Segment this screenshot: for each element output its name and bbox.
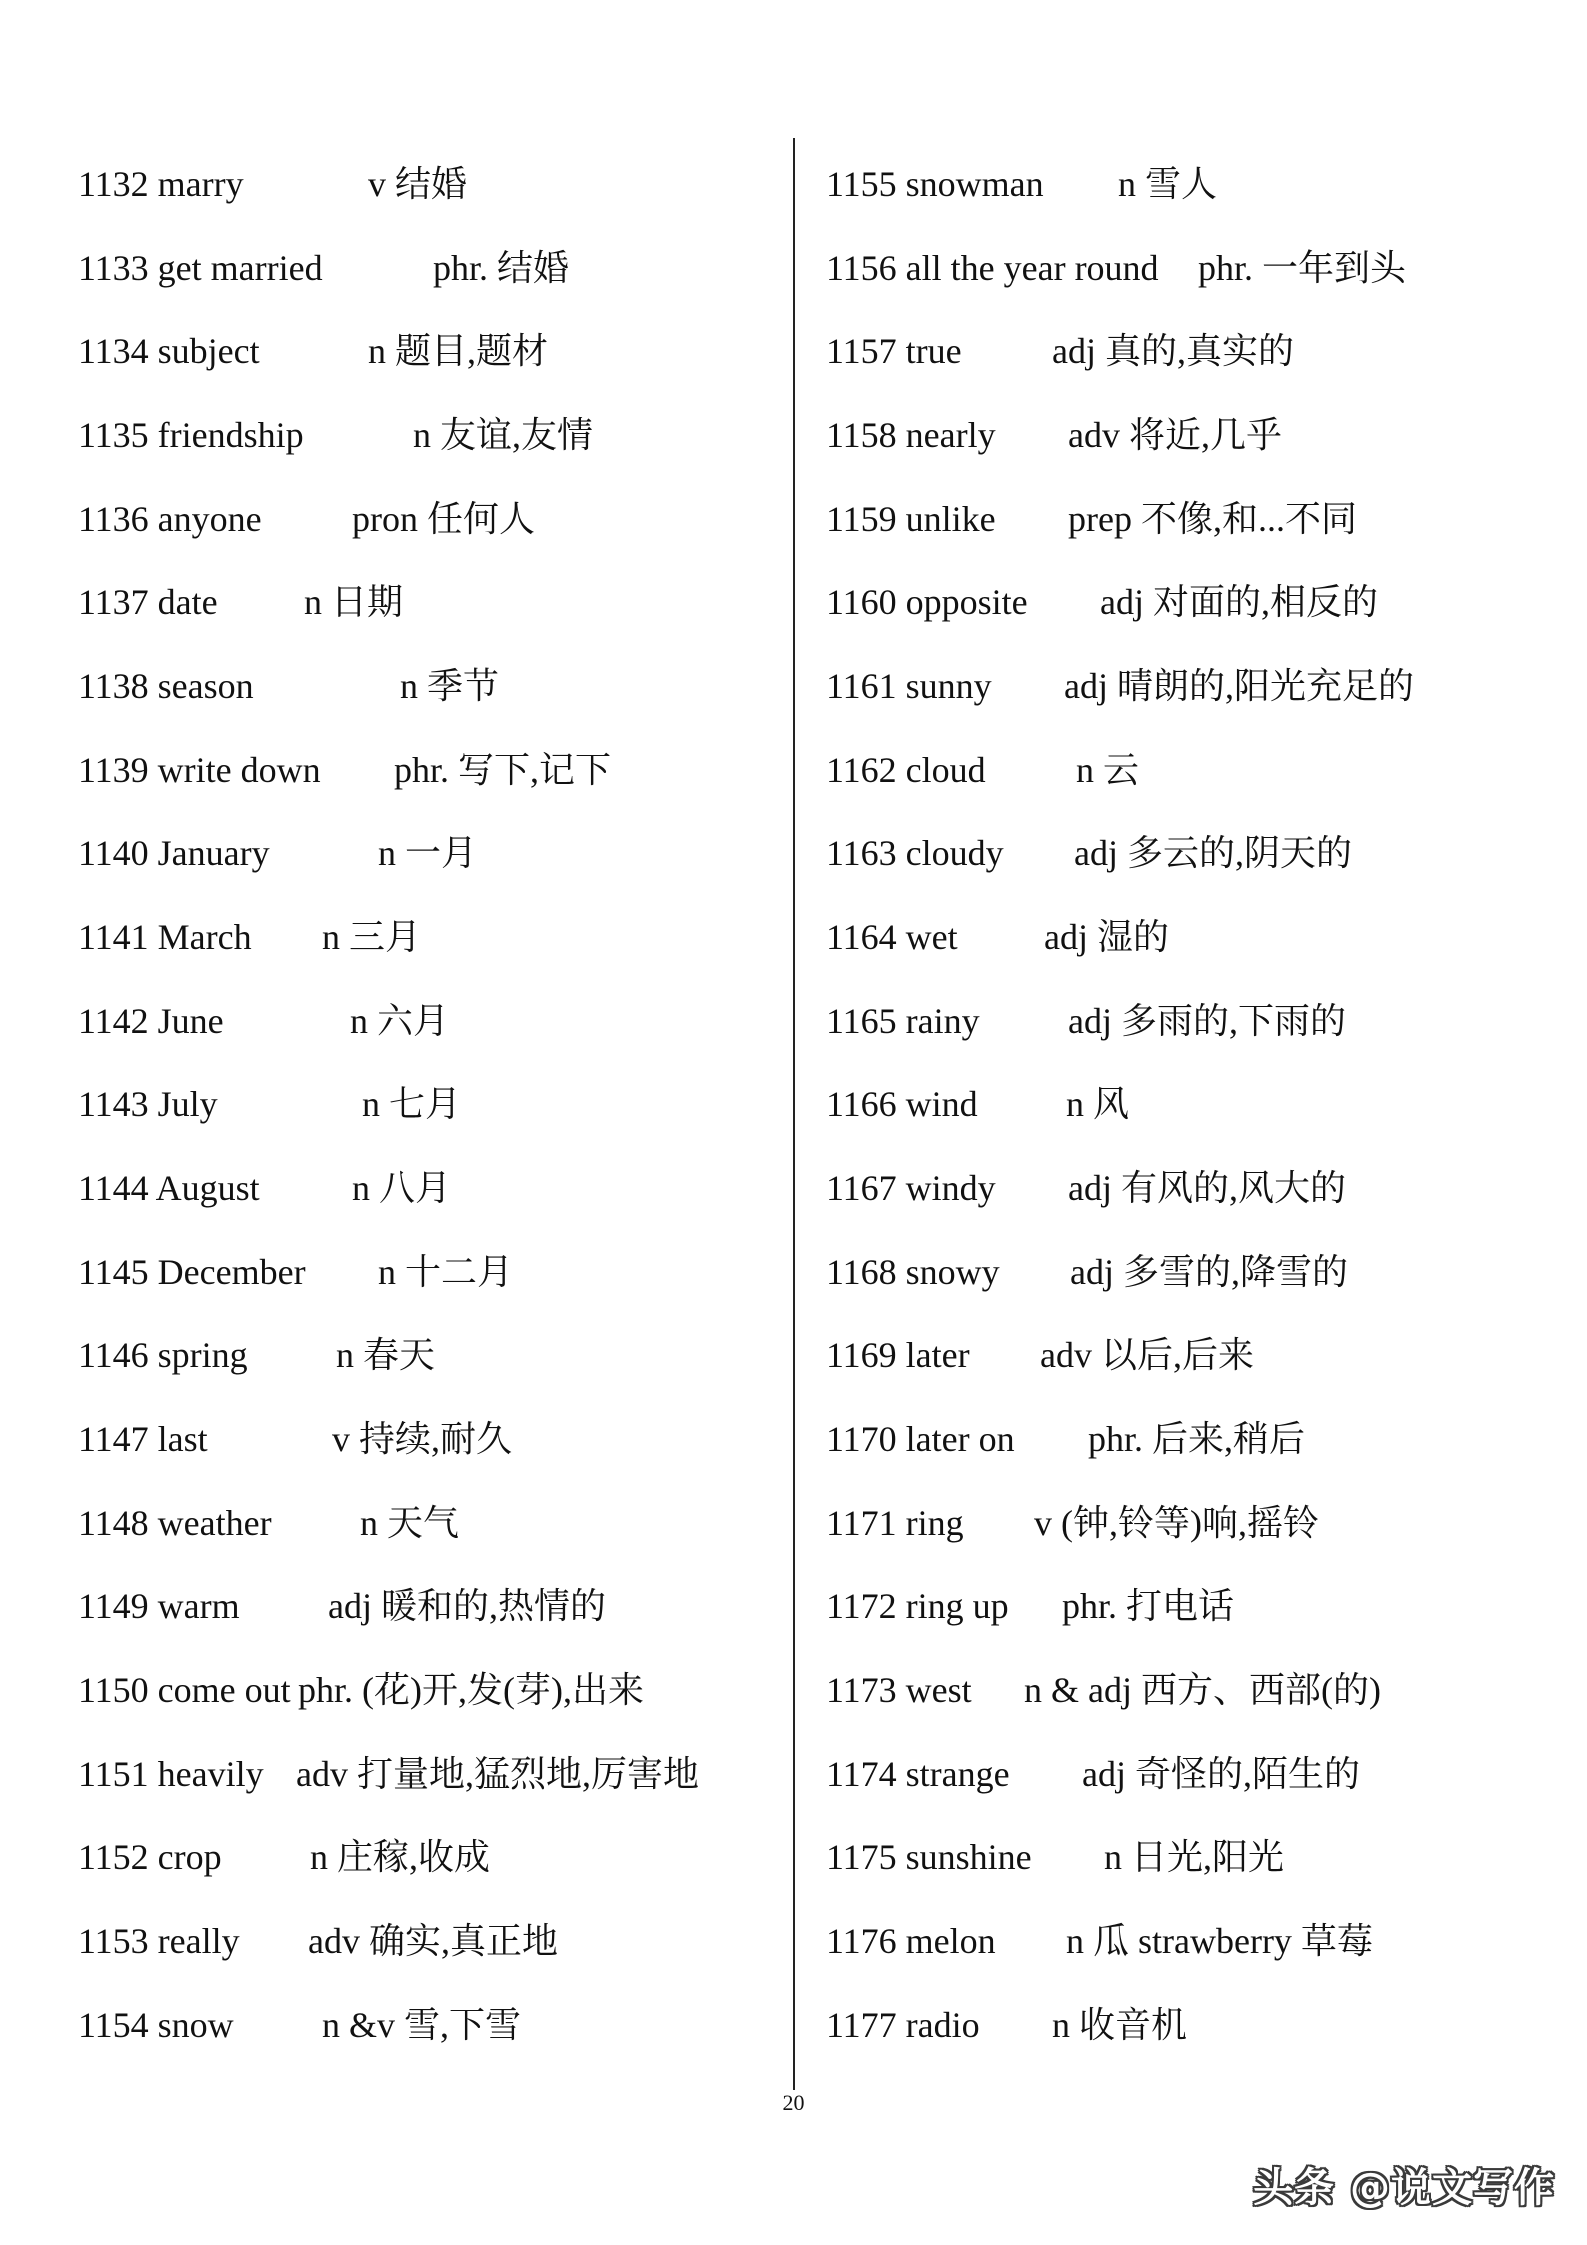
vocab-word: 1137 date [78,582,218,622]
vocab-definition: n 风 [1066,1084,1130,1124]
vocab-word: 1173 west [826,1670,972,1710]
vocab-definition: phr. 后来,稍后 [1088,1419,1306,1459]
vocab-word: 1162 cloud [826,750,986,790]
vocab-word: 1136 anyone [78,499,262,539]
vocab-definition: phr. 写下,记下 [394,750,612,790]
vocab-definition: n 云 [1076,750,1140,790]
vocab-definition: v (钟,铃等)响,摇铃 [1034,1503,1319,1543]
vocab-definition: n 瓜 strawberry 草莓 [1066,1921,1373,1961]
vocab-definition: adj 真的,真实的 [1052,331,1294,371]
vocab-definition: n 天气 [360,1503,460,1543]
vocab-definition: n 六月 [350,1001,450,1041]
vocab-word: 1157 true [826,331,962,371]
vocab-definition: n 七月 [362,1084,462,1124]
vocab-word: 1140 January [78,833,270,873]
vocab-word: 1156 all the year round [826,248,1159,288]
page-number: 20 [782,2090,805,2115]
vocab-definition: adv 打量地,猛烈地,厉害地 [296,1754,699,1794]
vocab-definition: adj 多雪的,降雪的 [1070,1252,1348,1292]
vocab-definition: phr. (花)开,发(芽),出来 [298,1670,644,1710]
vocab-word: 1167 windy [826,1168,996,1208]
vocab-word: 1144 August [78,1168,260,1208]
vocab-word: 1133 get married [78,248,323,288]
vocab-definition: phr. 打电话 [1062,1586,1235,1626]
vocab-definition: adv 将近,几乎 [1068,415,1282,455]
vocab-definition: v 结婚 [368,164,468,204]
vocab-definition: n 日期 [304,582,404,622]
vocab-definition: n &v 雪,下雪 [322,2005,522,2045]
vocab-definition: v 持续,耐久 [332,1419,513,1459]
vocab-definition: adj 有风的,风大的 [1068,1168,1346,1208]
vocab-word: 1143 July [78,1084,218,1124]
vocab-definition: n 八月 [352,1168,452,1208]
vocab-word: 1170 later on [826,1419,1015,1459]
vocab-word: 1146 spring [78,1335,248,1375]
vocab-word: 1172 ring up [826,1586,1009,1626]
vocab-definition: n 春天 [336,1335,436,1375]
vocab-word: 1153 really [78,1921,240,1961]
vocab-word: 1151 heavily [78,1754,264,1794]
vocab-definition: adj 对面的,相反的 [1100,582,1378,622]
vocab-word: 1139 write down [78,750,321,790]
vocab-word: 1135 friendship [78,415,304,455]
vocab-word: 1176 melon [826,1921,996,1961]
vocab-word: 1164 wet [826,917,958,957]
vocab-word: 1175 sunshine [826,1837,1032,1877]
vocab-word: 1177 radio [826,2005,980,2045]
vocab-definition: n 友谊,友情 [413,415,594,455]
vocab-word: 1174 strange [826,1754,1010,1794]
vocab-word: 1132 marry [78,164,244,204]
vocab-word: 1148 weather [78,1503,272,1543]
vocab-definition: n 庄稼,收成 [310,1837,491,1877]
vocab-definition: prep 不像,和...不同 [1068,499,1357,539]
vocab-definition: n 题目,题材 [368,331,549,371]
vocab-word: 1168 snowy [826,1252,1000,1292]
vocab-word: 1171 ring [826,1503,964,1543]
vocab-definition: phr. 结婚 [433,248,570,288]
vocab-word: 1158 nearly [826,415,996,455]
vocab-definition: n 季节 [400,666,500,706]
vocab-definition: adj 奇怪的,陌生的 [1082,1754,1360,1794]
vocab-definition: pron 任何人 [352,499,535,539]
vocab-definition: n 三月 [322,917,422,957]
vocab-word: 1145 December [78,1252,306,1292]
vocab-definition: adj 晴朗的,阳光充足的 [1064,666,1414,706]
vocab-word: 1147 last [78,1419,208,1459]
vocab-definition: n 收音机 [1052,2005,1188,2045]
column-divider [793,138,795,2090]
vocab-definition: phr. 一年到头 [1198,248,1407,288]
vocab-word: 1154 snow [78,2005,234,2045]
vocab-word: 1166 wind [826,1084,978,1124]
vocab-definition: adj 多雨的,下雨的 [1068,1001,1346,1041]
vocab-word: 1161 sunny [826,666,992,706]
vocab-word: 1159 unlike [826,499,996,539]
vocab-definition: n & adj 西方、西部(的) [1024,1670,1381,1710]
vocab-definition: n 日光,阳光 [1104,1837,1285,1877]
vocab-word: 1163 cloudy [826,833,1004,873]
vocab-definition: n 雪人 [1118,164,1218,204]
vocab-word: 1152 crop [78,1837,222,1877]
vocab-definition: adj 湿的 [1044,917,1169,957]
vocab-word: 1149 warm [78,1586,240,1626]
vocab-definition: n 一月 [378,833,478,873]
vocab-definition: adv 确实,真正地 [308,1921,558,1961]
vocab-word: 1160 opposite [826,582,1028,622]
vocab-definition: adj 多云的,阴天的 [1074,833,1352,873]
vocab-definition: adv 以后,后来 [1040,1335,1254,1375]
vocab-word: 1134 subject [78,331,260,371]
vocab-word: 1141 March [78,917,252,957]
vocab-word: 1155 snowman [826,164,1044,204]
vocab-definition: n 十二月 [378,1252,514,1292]
vocab-word: 1150 come out [78,1670,291,1710]
watermark: 头条 @说文写作 [1253,2165,1555,2211]
vocab-word: 1138 season [78,666,254,706]
vocab-word: 1165 rainy [826,1001,980,1041]
vocab-definition: adj 暖和的,热情的 [328,1586,606,1626]
vocab-word: 1142 June [78,1001,224,1041]
vocab-word: 1169 later [826,1335,970,1375]
